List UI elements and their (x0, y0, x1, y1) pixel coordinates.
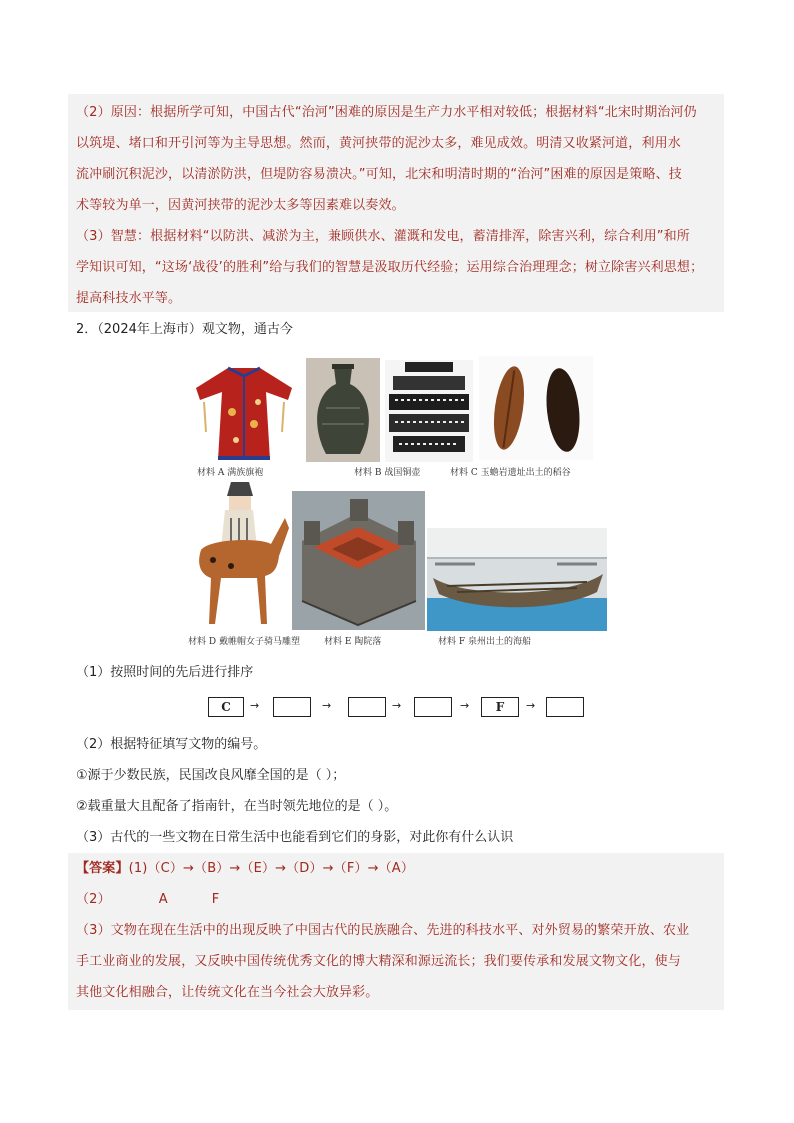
caption-d: 材料 D 戴帷帽女子骑马雕塑 (188, 637, 300, 647)
answer-label: 【答案】 (76, 861, 129, 876)
answer-line: 流冲刷沉积泥沙，以清淤防洪，但堤防容易溃决。”可知，北宋和明清时期的“治河”困难的原因是策略、技 (76, 167, 682, 182)
sequence-box-2[interactable] (273, 697, 311, 717)
question-title: 2．（2024年上海市）观文物，通古今 (76, 322, 293, 337)
answer-line: 学知识可知，“这场‘战役’的胜利”给与我们的智慧是汲取历代经验；运用综合治理理念；树立除害兴利思想； (76, 260, 704, 275)
question-2-2: ②载重量大且配备了指南针，在当时领先地位的是（ ）。 (76, 799, 398, 814)
answer-line: 以筑堤、堵口和开引河等为主导思想。然而，黄河挟带的泥沙太多，难见成效。明清又收紧河道，利用水 (76, 136, 681, 151)
answer-line: （3）文物在现在生活中的出现反映了中国古代的民族融合、先进的科技水平、对外贸易的繁荣开放、农业 (76, 923, 690, 938)
image-qipao (192, 362, 296, 462)
sequence-box-1[interactable]: C (208, 697, 244, 717)
question-2: （2）根据特征填写文物的编号。 (76, 737, 267, 752)
answer-2-1: A (158, 892, 168, 907)
arrow-icon: → (250, 699, 260, 712)
image-horse-rider (191, 478, 289, 630)
answer-1: (1)（C）→（B）→（E）→（D）→（F）→（A） (128, 861, 414, 876)
arrow-icon: → (392, 699, 402, 712)
answer-line: （3）智慧：根据材料“以防洪、减淤为主，兼顾供水、灌溉和发电，蓄清排浑，除害兴利，综合利用”和所 (76, 229, 690, 244)
answer-line: 术等较为单一，因黄河挟带的泥沙太多等因素难以奏效。 (76, 198, 405, 213)
answer-line-1 (76, 853, 722, 884)
caption-a: 材料 A 满族旗袍 (197, 468, 264, 478)
image-rice-grains (479, 356, 593, 460)
caption-c: 材料 C 玉蟾岩遗址出土的稻谷 (450, 468, 571, 478)
answer-block (68, 853, 724, 1010)
answer-line: 提高科技水平等。 (76, 291, 182, 306)
question-2-1: ①源于少数民族，民国改良风靡全国的是（ ）； (76, 768, 346, 783)
answer-2-2: F (211, 892, 220, 907)
sequence-box-5[interactable]: F (481, 697, 519, 717)
question-3: （3）古代的一些文物在日常生活中也能看到它们的身影，对此你有什么认识 (76, 830, 514, 845)
answer-line: 其他文化相融合，让传统文化在当今社会大放异彩。 (76, 985, 379, 1000)
question-1: （1）按照时间的先后进行排序 (76, 665, 254, 680)
sequence-box-6[interactable] (546, 697, 584, 717)
sequence-box-4[interactable] (414, 697, 452, 717)
answer-line-2 (76, 884, 722, 915)
image-bronze-pot (306, 358, 380, 462)
answer-line: 手工业商业的发展，又反映中国传统优秀文化的博大精深和源远流长；我们要传承和发展文物文化，使与 (76, 954, 681, 969)
arrow-icon: → (322, 699, 332, 712)
image-bronze-rubbing (385, 360, 473, 462)
answer-2-prefix: （2） (76, 892, 111, 907)
caption-e: 材料 E 陶院落 (324, 637, 382, 647)
sequence-box-3[interactable] (348, 697, 386, 717)
answer-block-previous (68, 94, 724, 312)
arrow-icon: → (460, 699, 470, 712)
caption-f: 材料 F 泉州出土的海船 (438, 637, 531, 647)
arrow-icon: → (526, 699, 536, 712)
image-sea-ship (427, 528, 607, 631)
answer-line: （2）原因：根据所学可知，中国古代“治河”困难的原因是生产力水平相对较低；根据材料“北宋时期治河仍 (76, 105, 697, 120)
image-pottery-courtyard (292, 491, 425, 630)
caption-b: 材料 B 战国铜壶 (354, 468, 421, 478)
